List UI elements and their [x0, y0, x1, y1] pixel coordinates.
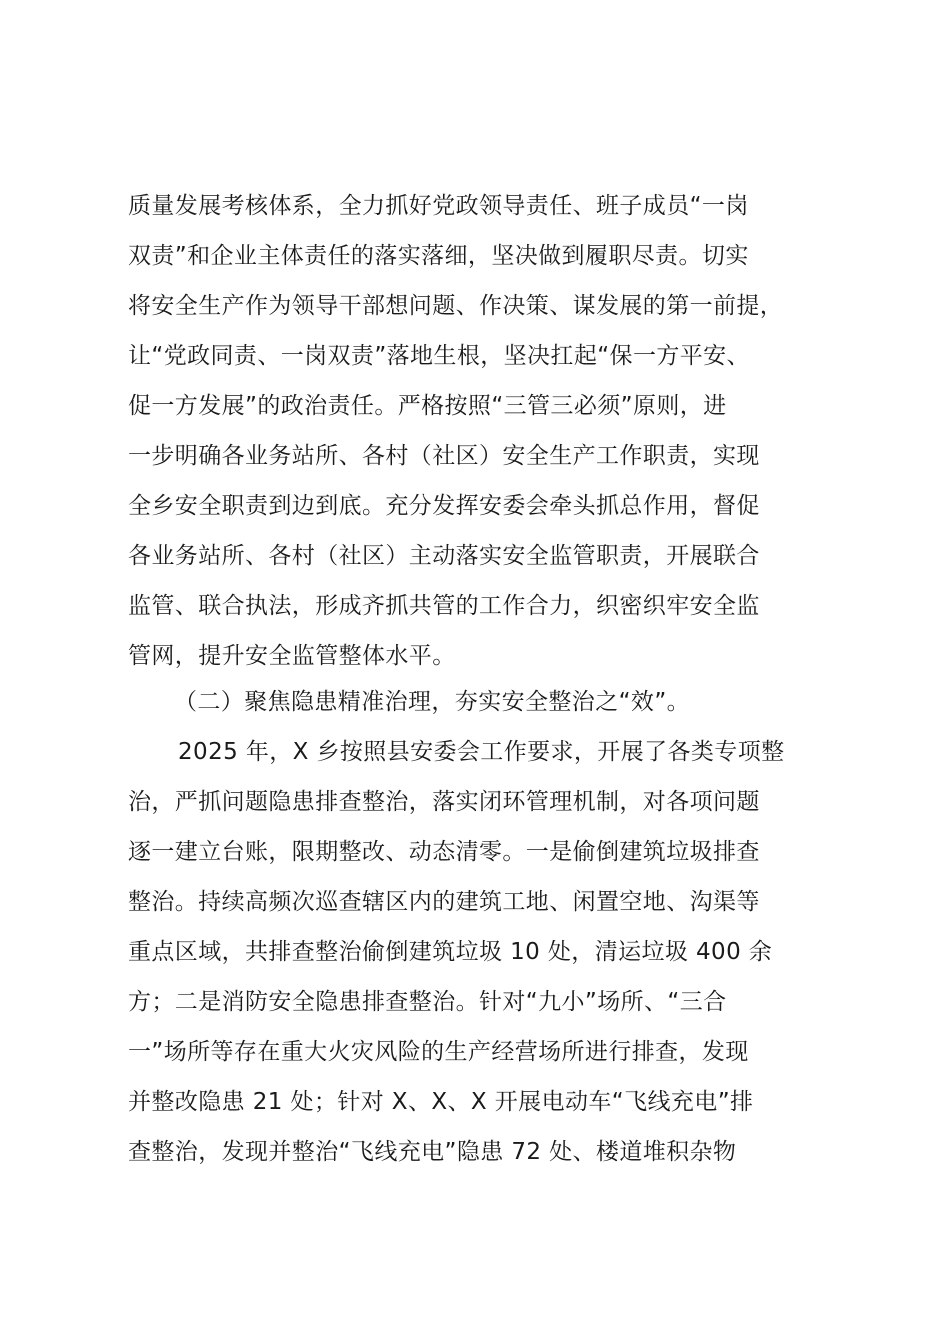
text-line: 并整改隐患 21 处；针对 X、X、X 开展电动车“飞线充电”排: [128, 1089, 754, 1115]
text-line: 监管、联合执法，形成齐抓共管的工作合力，织密织牢安全监: [128, 593, 760, 619]
text-line: 逐一建立台账，限期整改、动态清零。一是偷倒建筑垃圾排查: [128, 839, 760, 865]
text-line: 重点区域，共排查整治偷倒建筑垃圾 10 处，清运垃圾 400 余: [128, 939, 773, 965]
text-line: 促一方发展”的政治责任。严格按照“三管三必须”原则，进: [128, 393, 727, 419]
text-line: 2025 年，X 乡按照县安委会工作要求，开展了各类专项整: [178, 739, 785, 765]
text-line: 一步明确各业务站所、各村（社区）安全生产工作职责，实现: [128, 443, 760, 469]
text-line: 让“党政同责、一岗双责”落地生根，坚决扛起“保一方平安、: [128, 343, 750, 369]
text-line: 查整治，发现并整治“飞线充电”隐患 72 处、楼道堆积杂物: [128, 1139, 737, 1165]
text-line: 全乡安全职责到边到底。充分发挥安委会牵头抓总作用，督促: [128, 493, 760, 519]
text-line: 质量发展考核体系，全力抓好党政领导责任、班子成员“一岗: [128, 193, 749, 219]
text-line: 一”场所等存在重大火灾风险的生产经营场所进行排查，发现: [128, 1039, 749, 1065]
text-line: 治，严抓问题隐患排查整治，落实闭环管理机制，对各项问题: [128, 789, 760, 815]
body-paragraph-2: [128, 727, 848, 1177]
section-heading-text: （二）聚焦隐患精准治理，夯实安全整治之“效”。: [174, 689, 691, 715]
text-line: 管网，提升安全监管整体水平。: [128, 643, 456, 669]
text-line: 方；二是消防安全隐患排查整治。针对“九小”场所、“三合: [128, 989, 727, 1015]
text-line: 整治。持续高频次巡查辖区内的建筑工地、闲置空地、沟渠等: [128, 889, 760, 915]
text-line: 将安全生产作为领导干部想问题、作决策、谋发展的第一前提，: [128, 293, 784, 319]
text-line: 各业务站所、各村（社区）主动落实安全监管职责，开展联合: [128, 543, 760, 569]
text-line: 双责”和企业主体责任的落实落细，坚决做到履职尽责。切实: [128, 243, 749, 269]
body-paragraph-1: [128, 181, 848, 681]
section-heading: [128, 677, 848, 727]
